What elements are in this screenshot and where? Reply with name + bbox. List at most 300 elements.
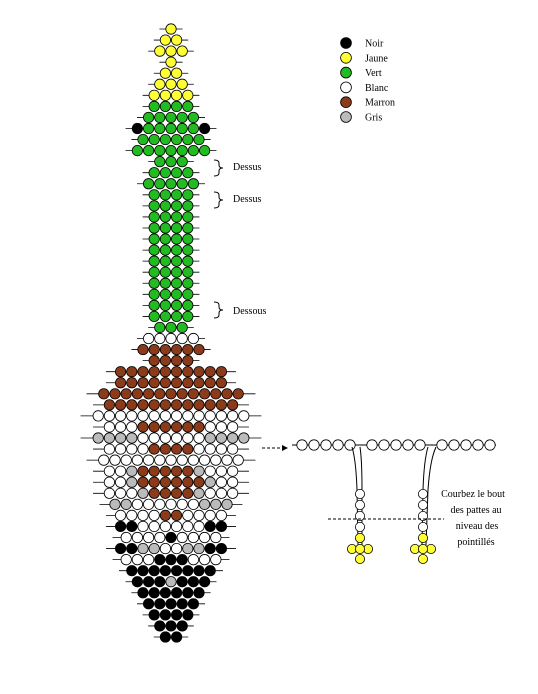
bead-blanc bbox=[449, 440, 459, 450]
bead-marron bbox=[171, 378, 181, 388]
bead-marron bbox=[171, 366, 181, 376]
bead-noir bbox=[115, 521, 125, 531]
bead-blanc bbox=[194, 411, 204, 421]
bead-noir bbox=[205, 521, 215, 531]
bead-vert bbox=[160, 311, 170, 321]
bead-blanc bbox=[205, 510, 215, 520]
bead-vert bbox=[166, 145, 176, 155]
bead-jaune bbox=[355, 533, 364, 542]
legend-swatch-blanc bbox=[341, 82, 352, 93]
bead-vert bbox=[188, 112, 198, 122]
brace-icon bbox=[214, 302, 223, 318]
bead-vert bbox=[149, 256, 159, 266]
bead-blanc bbox=[127, 411, 137, 421]
legend-swatch-vert bbox=[341, 67, 352, 78]
bead-jaune bbox=[166, 57, 176, 67]
bead-marron bbox=[216, 378, 226, 388]
bead-blanc bbox=[166, 455, 176, 465]
bead-marron bbox=[183, 378, 193, 388]
bead-marron bbox=[160, 366, 170, 376]
bead-blanc bbox=[99, 455, 109, 465]
bead-blanc bbox=[115, 510, 125, 520]
bead-blanc bbox=[171, 543, 181, 553]
bead-blanc bbox=[127, 510, 137, 520]
bead-marron bbox=[194, 422, 204, 432]
bead-blanc bbox=[183, 510, 193, 520]
bead-vert bbox=[166, 123, 176, 133]
bead-marron bbox=[183, 488, 193, 498]
bead-blanc bbox=[104, 444, 114, 454]
bead-noir bbox=[155, 577, 165, 587]
bead-blanc bbox=[160, 411, 170, 421]
bead-jaune bbox=[355, 544, 364, 553]
bead-vert bbox=[160, 190, 170, 200]
bead-blanc bbox=[93, 411, 103, 421]
bead-vert bbox=[149, 300, 159, 310]
bead-marron bbox=[227, 400, 237, 410]
bead-blanc bbox=[121, 532, 131, 542]
bead-vert bbox=[160, 223, 170, 233]
bead-blanc bbox=[391, 440, 401, 450]
note bbox=[441, 489, 505, 548]
bead-marron bbox=[160, 355, 170, 365]
bead-blanc bbox=[104, 488, 114, 498]
bead-marron bbox=[138, 466, 148, 476]
bead-vert bbox=[143, 123, 153, 133]
bead-blanc bbox=[199, 455, 209, 465]
bead-vert bbox=[177, 322, 187, 332]
bead-blanc bbox=[155, 455, 165, 465]
bead-blanc bbox=[188, 554, 198, 564]
bead-marron bbox=[149, 422, 159, 432]
bead-vert bbox=[171, 300, 181, 310]
bead-noir bbox=[177, 554, 187, 564]
bead-noir bbox=[194, 588, 204, 598]
bead-blanc bbox=[104, 411, 114, 421]
bead-vert bbox=[171, 311, 181, 321]
bead-vert bbox=[160, 134, 170, 144]
bead-gris bbox=[227, 433, 237, 443]
bead-vert bbox=[166, 322, 176, 332]
bead-blanc bbox=[183, 411, 193, 421]
bead-blanc bbox=[194, 510, 204, 520]
bead-gris bbox=[149, 543, 159, 553]
bead-jaune bbox=[171, 35, 181, 45]
bead-vert bbox=[183, 101, 193, 111]
bead-vert bbox=[166, 156, 176, 166]
bead-vert bbox=[171, 223, 181, 233]
bead-vert bbox=[183, 201, 193, 211]
bead-gris bbox=[115, 433, 125, 443]
bead-marron bbox=[160, 510, 170, 520]
bead-vert bbox=[177, 179, 187, 189]
legend-label: Vert bbox=[365, 68, 382, 80]
bead-blanc bbox=[355, 489, 364, 498]
legend-swatch-marron bbox=[341, 97, 352, 108]
bead-vert bbox=[183, 267, 193, 277]
bead-noir bbox=[216, 521, 226, 531]
bead-vert bbox=[149, 245, 159, 255]
bead-noir bbox=[171, 588, 181, 598]
bead-blanc bbox=[183, 521, 193, 531]
bead-blanc bbox=[297, 440, 307, 450]
bead-noir bbox=[155, 554, 165, 564]
bead-vert bbox=[138, 134, 148, 144]
bead-noir bbox=[143, 577, 153, 587]
note-line-1: Courbez le bout bbox=[441, 489, 505, 500]
bead-marron bbox=[160, 400, 170, 410]
bead-noir bbox=[177, 577, 187, 587]
legend-swatch-jaune bbox=[341, 52, 352, 63]
bead-jaune bbox=[155, 46, 165, 56]
bead-blanc bbox=[379, 440, 389, 450]
bead-blanc bbox=[127, 488, 137, 498]
bead-gris bbox=[138, 543, 148, 553]
right-leg-beads bbox=[410, 489, 435, 563]
bead-gris bbox=[216, 433, 226, 443]
bead-blanc bbox=[194, 433, 204, 443]
bead-vert bbox=[143, 179, 153, 189]
bead-blanc bbox=[418, 489, 427, 498]
bead-marron bbox=[149, 400, 159, 410]
bead-blanc bbox=[138, 521, 148, 531]
bead-blanc bbox=[194, 521, 204, 531]
bead-pattern-body bbox=[81, 24, 262, 642]
bead-noir bbox=[138, 588, 148, 598]
bead-marron bbox=[211, 389, 221, 399]
bead-jaune bbox=[166, 46, 176, 56]
bead-blanc bbox=[155, 333, 165, 343]
bead-vert bbox=[149, 234, 159, 244]
bead-blanc bbox=[345, 440, 355, 450]
bead-marron bbox=[121, 389, 131, 399]
bead-vert bbox=[188, 123, 198, 133]
bead-vert bbox=[149, 101, 159, 111]
bead-marron bbox=[149, 344, 159, 354]
bead-marron bbox=[115, 366, 125, 376]
annotation-dessus-1 bbox=[214, 160, 261, 176]
bead-blanc bbox=[211, 554, 221, 564]
bead-vert bbox=[194, 134, 204, 144]
bead-blanc bbox=[104, 422, 114, 432]
bead-marron bbox=[194, 378, 204, 388]
bead-vert bbox=[149, 190, 159, 200]
bead-vert bbox=[160, 168, 170, 178]
bead-vert bbox=[160, 245, 170, 255]
bead-blanc bbox=[321, 440, 331, 450]
legend-swatch-noir bbox=[341, 38, 352, 49]
bead-gris bbox=[104, 433, 114, 443]
bead-vert bbox=[149, 134, 159, 144]
bead-vert bbox=[160, 278, 170, 288]
bead-vert bbox=[171, 234, 181, 244]
bead-blanc bbox=[143, 333, 153, 343]
bead-blanc bbox=[216, 488, 226, 498]
bead-vert bbox=[171, 101, 181, 111]
bead-jaune bbox=[155, 79, 165, 89]
bead-vert bbox=[160, 267, 170, 277]
bead-noir bbox=[149, 610, 159, 620]
bead-marron bbox=[194, 477, 204, 487]
bead-vert bbox=[155, 179, 165, 189]
bead-vert bbox=[183, 190, 193, 200]
bead-jaune bbox=[166, 79, 176, 89]
bead-blanc bbox=[177, 532, 187, 542]
bead-blanc bbox=[473, 440, 483, 450]
bead-marron bbox=[183, 466, 193, 476]
bead-blanc bbox=[160, 521, 170, 531]
bead-jaune bbox=[171, 68, 181, 78]
bead-blanc bbox=[149, 433, 159, 443]
bead-marron bbox=[171, 422, 181, 432]
bead-blanc bbox=[121, 554, 131, 564]
bead-marron bbox=[183, 477, 193, 487]
bead-vert bbox=[149, 289, 159, 299]
bead-blanc bbox=[239, 411, 249, 421]
bead-vert bbox=[183, 134, 193, 144]
bead-vert bbox=[160, 300, 170, 310]
bead-marron bbox=[149, 477, 159, 487]
legend-label: Noir bbox=[365, 38, 384, 50]
bead-blanc bbox=[143, 532, 153, 542]
bead-gris bbox=[127, 433, 137, 443]
bead-gris bbox=[93, 433, 103, 443]
left-leg-beads bbox=[347, 489, 372, 563]
bead-vert bbox=[171, 168, 181, 178]
bead-marron bbox=[183, 422, 193, 432]
bead-vert bbox=[155, 322, 165, 332]
bead-blanc bbox=[188, 532, 198, 542]
bead-blanc bbox=[132, 455, 142, 465]
bead-gris bbox=[127, 466, 137, 476]
bead-blanc bbox=[227, 488, 237, 498]
bead-marron bbox=[149, 444, 159, 454]
bead-blanc bbox=[143, 554, 153, 564]
bead-noir bbox=[155, 621, 165, 631]
bead-blanc bbox=[149, 411, 159, 421]
bead-vert bbox=[171, 289, 181, 299]
bead-blanc bbox=[227, 444, 237, 454]
bead-vert bbox=[155, 112, 165, 122]
bead-marron bbox=[171, 477, 181, 487]
bead-blanc bbox=[127, 422, 137, 432]
bead-marron bbox=[143, 389, 153, 399]
bead-blanc bbox=[115, 444, 125, 454]
bead-vert bbox=[177, 112, 187, 122]
bead-blanc bbox=[485, 440, 495, 450]
bead-gris bbox=[183, 543, 193, 553]
bead-jaune bbox=[160, 90, 170, 100]
bead-vert bbox=[183, 223, 193, 233]
bead-marron bbox=[216, 366, 226, 376]
brace-icon bbox=[214, 160, 223, 176]
bead-marron bbox=[194, 366, 204, 376]
annotation-dessous bbox=[214, 302, 266, 318]
bead-marron bbox=[194, 344, 204, 354]
bead-blanc bbox=[216, 510, 226, 520]
bead-blanc bbox=[104, 477, 114, 487]
bead-vert bbox=[149, 168, 159, 178]
bead-marron bbox=[205, 366, 215, 376]
bead-noir bbox=[132, 577, 142, 587]
bead-blanc bbox=[227, 422, 237, 432]
bead-blanc bbox=[143, 455, 153, 465]
bead-vert bbox=[183, 278, 193, 288]
bead-blanc bbox=[132, 554, 142, 564]
bead-blanc bbox=[216, 444, 226, 454]
bead-noir bbox=[149, 565, 159, 575]
bead-vert bbox=[149, 311, 159, 321]
note-line-4: pointillés bbox=[457, 537, 495, 548]
bead-marron bbox=[160, 466, 170, 476]
bead-gris bbox=[138, 488, 148, 498]
bead-blanc bbox=[160, 543, 170, 553]
bead-vert bbox=[166, 112, 176, 122]
bead-blanc bbox=[216, 422, 226, 432]
bead-vert bbox=[177, 145, 187, 155]
bead-blanc bbox=[132, 532, 142, 542]
bead-marron bbox=[171, 344, 181, 354]
bead-blanc bbox=[415, 440, 425, 450]
bead-noir bbox=[183, 610, 193, 620]
bead-blanc bbox=[227, 466, 237, 476]
bead-vert bbox=[183, 311, 193, 321]
bead-blanc bbox=[177, 333, 187, 343]
bead-marron bbox=[171, 400, 181, 410]
bead-gris bbox=[194, 466, 204, 476]
bead-jaune bbox=[183, 90, 193, 100]
bead-gris bbox=[194, 488, 204, 498]
bead-gris bbox=[205, 477, 215, 487]
bead-marron bbox=[149, 366, 159, 376]
bead-blanc bbox=[155, 499, 165, 509]
bead-blanc bbox=[183, 433, 193, 443]
bead-vert bbox=[160, 212, 170, 222]
bead-gris bbox=[127, 477, 137, 487]
bead-jaune bbox=[418, 554, 427, 563]
bead-blanc bbox=[355, 500, 364, 509]
bead-blanc bbox=[115, 466, 125, 476]
bead-noir bbox=[183, 565, 193, 575]
bead-noir bbox=[127, 543, 137, 553]
bead-vert bbox=[183, 300, 193, 310]
bead-blanc bbox=[115, 477, 125, 487]
bead-gris bbox=[239, 433, 249, 443]
bead-jaune bbox=[418, 544, 427, 553]
bead-vert bbox=[149, 212, 159, 222]
bead-jaune bbox=[177, 46, 187, 56]
bead-marron bbox=[138, 344, 148, 354]
bead-vert bbox=[155, 123, 165, 133]
bead-gris bbox=[211, 499, 221, 509]
bead-marron bbox=[132, 389, 142, 399]
bead-blanc bbox=[177, 455, 187, 465]
note-line-3: niveau des bbox=[455, 521, 499, 532]
bead-noir bbox=[166, 621, 176, 631]
bead-noir bbox=[171, 565, 181, 575]
bead-noir bbox=[127, 521, 137, 531]
bead-marron bbox=[110, 389, 120, 399]
bead-gris bbox=[205, 433, 215, 443]
bead-vert bbox=[149, 201, 159, 211]
bead-blanc bbox=[121, 455, 131, 465]
bead-noir bbox=[216, 543, 226, 553]
bead-jaune bbox=[160, 68, 170, 78]
bead-blanc bbox=[367, 440, 377, 450]
bead-noir bbox=[188, 599, 198, 609]
bead-jaune bbox=[160, 35, 170, 45]
bead-blanc bbox=[171, 521, 181, 531]
bead-blanc bbox=[437, 440, 447, 450]
bead-marron bbox=[183, 444, 193, 454]
bead-marron bbox=[155, 389, 165, 399]
bead-marron bbox=[138, 477, 148, 487]
bead-vert bbox=[160, 201, 170, 211]
bead-vert bbox=[143, 145, 153, 155]
bead-blanc bbox=[211, 532, 221, 542]
bead-blanc bbox=[188, 333, 198, 343]
bead-vert bbox=[183, 168, 193, 178]
bead-jaune bbox=[177, 79, 187, 89]
bead-noir bbox=[115, 543, 125, 553]
bead-blanc bbox=[216, 411, 226, 421]
bead-marron bbox=[160, 444, 170, 454]
legend-label: Jaune bbox=[365, 53, 388, 65]
bead-noir bbox=[205, 543, 215, 553]
bead-noir bbox=[143, 599, 153, 609]
bead-blanc bbox=[403, 440, 413, 450]
bead-blanc bbox=[216, 477, 226, 487]
bead-marron bbox=[160, 477, 170, 487]
bead-marron bbox=[160, 344, 170, 354]
bead-noir bbox=[160, 632, 170, 642]
brace-icon bbox=[214, 192, 223, 208]
bead-blanc bbox=[216, 466, 226, 476]
bead-marron bbox=[199, 389, 209, 399]
bead-marron bbox=[205, 378, 215, 388]
bead-marron bbox=[127, 378, 137, 388]
bead-vert bbox=[171, 190, 181, 200]
bead-blanc bbox=[205, 488, 215, 498]
legend-swatch-gris bbox=[341, 112, 352, 123]
color-legend bbox=[341, 38, 395, 124]
bead-blanc bbox=[155, 532, 165, 542]
bead-vert bbox=[188, 145, 198, 155]
bead-marron bbox=[205, 400, 215, 410]
label-dessous: Dessous bbox=[233, 306, 267, 317]
bead-marron bbox=[115, 400, 125, 410]
bead-noir bbox=[160, 565, 170, 575]
bead-gris bbox=[121, 499, 131, 509]
bead-gris bbox=[166, 577, 176, 587]
bead-noir bbox=[183, 588, 193, 598]
bead-vert bbox=[183, 234, 193, 244]
bead-noir bbox=[177, 621, 187, 631]
bead-marron bbox=[183, 366, 193, 376]
bead-blanc bbox=[149, 510, 159, 520]
bead-marron bbox=[177, 389, 187, 399]
bead-blanc bbox=[188, 455, 198, 465]
bead-noir bbox=[199, 577, 209, 587]
bead-blanc bbox=[138, 411, 148, 421]
bead-marron bbox=[149, 378, 159, 388]
bead-blanc bbox=[127, 444, 137, 454]
bead-blanc bbox=[194, 444, 204, 454]
bead-blanc bbox=[138, 444, 148, 454]
bead-blanc bbox=[205, 411, 215, 421]
label-dessus-1: Dessus bbox=[233, 162, 262, 173]
bead-vert bbox=[183, 245, 193, 255]
